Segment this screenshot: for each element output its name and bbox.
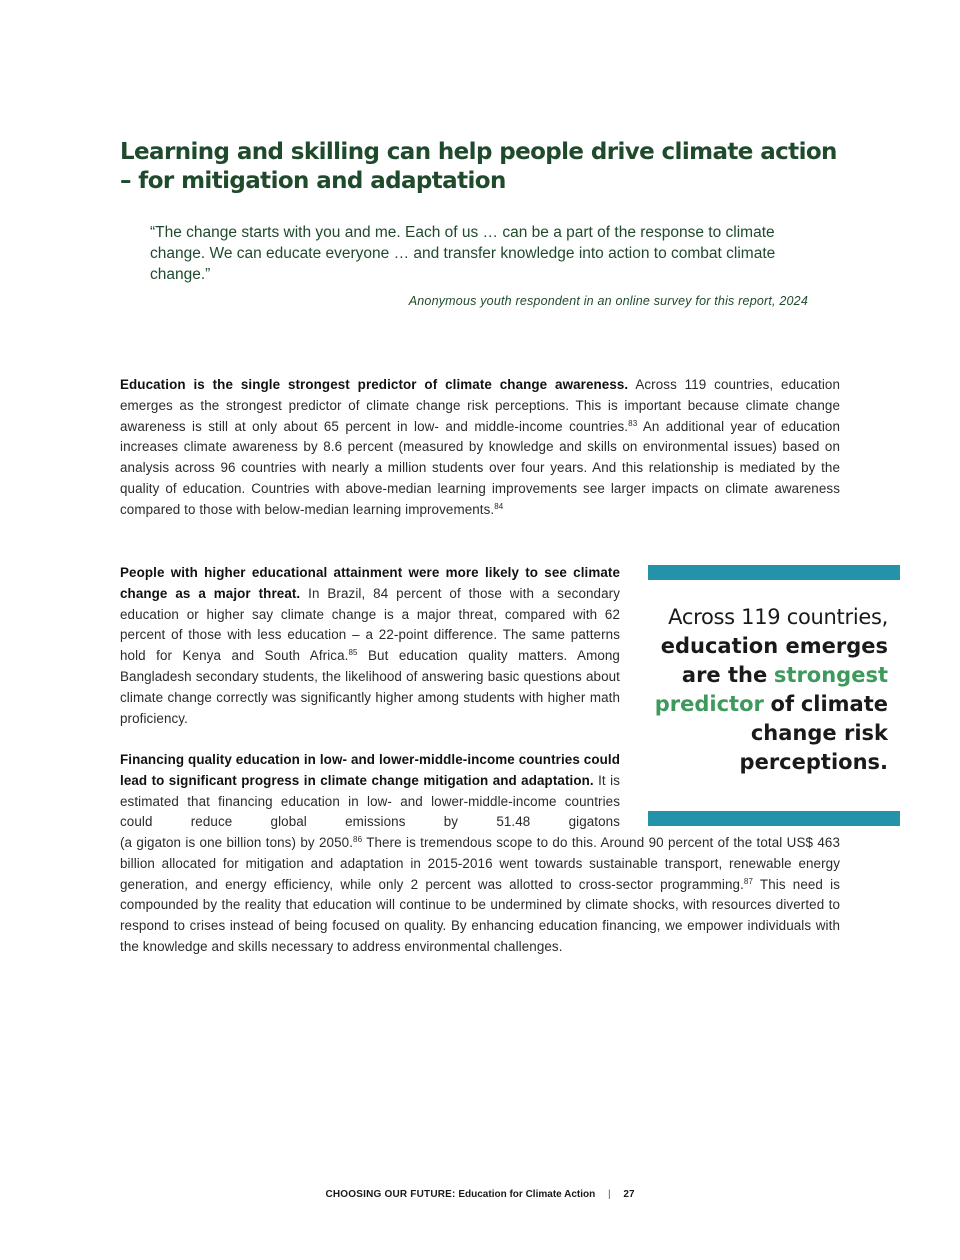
paragraph-text: In Brazil, 84 percent of those with a secondary education or higher say climate change is a major threat, compared with 62 percent of those with less education – a 22-point difference. The same patterns hold for Kenya and South Africa. bbox=[120, 585, 620, 664]
section-heading: Learning and skilling can help people drive climate action – for mitigation and adaptation bbox=[120, 139, 837, 194]
callout-strong-text: climate change risk perceptions. bbox=[739, 692, 888, 774]
paragraph-text: This need is compounded by the reality that education will continue to be undermined by climate shocks, with resources diverted to respond to crises instead of being focused on quality. By enhancing education financing, we empower individuals with the knowledge and skills necessary to address environmental challenges. bbox=[120, 876, 840, 954]
page-footer bbox=[0, 1188, 960, 1202]
paragraph-lead: Education is the single strongest predictor of climate change awareness. bbox=[120, 377, 629, 392]
footnote-ref[interactable]: 83 bbox=[628, 418, 638, 428]
footnote-ref[interactable]: 85 bbox=[348, 648, 358, 658]
footer-separator: | bbox=[608, 1189, 611, 1200]
paragraph-lead: Financing quality education in low- and lower-middle-income countries could lead to significant progress in climate change mitigation and adaptation. bbox=[120, 752, 620, 788]
footnote-ref[interactable]: 86 bbox=[353, 835, 363, 844]
callout-lead: Across 119 countries, bbox=[668, 605, 888, 629]
paragraph-lead: People with higher educational attainment were more likely to see climate change as a major threat. bbox=[120, 565, 620, 601]
paragraph-text: (a gigaton is one billion tons) by 2050. bbox=[120, 835, 354, 850]
pull-quote: “The change starts with you and me. Each of us … can be a part of the response to climate change. We can educate everyone … and transfer knowledge into action to combat climate change.” bbox=[150, 224, 776, 283]
callout-top-bar bbox=[648, 565, 900, 580]
paragraph-text: It is estimated that financing education in low- and lower-middle-income countries could reduce global emissions by 51.48 gigatons bbox=[120, 772, 621, 830]
footer-report-title: Education for Climate Action bbox=[458, 1189, 596, 1200]
footer-series: CHOOSING OUR FUTURE: bbox=[325, 1189, 456, 1200]
paragraph-text: An additional year of education increases climate awareness by 8.6 percent (measured by knowledge and skills on environmental issues) based on analysis across 96 countries with nearly a million students over four years. And this relationship is mediated by the quality of education. Countries with above-median learning improvements see larger impacts on climate awareness compared to those with below-median learning improvements. bbox=[120, 418, 841, 517]
callout-accent-text: strongest predictor bbox=[654, 663, 888, 716]
paragraph-text: Across 119 countries, education emerges as the strongest predictor of climate change risk perceptions. This is important because climate change awareness is still at only about 65 percent in low- and middle-income countries. bbox=[120, 377, 840, 434]
callout-strong-text: of bbox=[770, 692, 795, 716]
footnote-ref[interactable]: 87 bbox=[743, 876, 753, 886]
paragraph-financing-education bbox=[120, 750, 620, 833]
footnote-ref[interactable]: 84 bbox=[494, 501, 504, 511]
paragraph-educational-attainment bbox=[120, 563, 620, 729]
callout-strong-text: education emerges are the bbox=[660, 634, 888, 687]
paragraph-financing-education-continued bbox=[120, 833, 840, 958]
callout-box bbox=[648, 603, 888, 777]
page-number: 27 bbox=[623, 1189, 635, 1200]
paragraph-text: There is tremendous scope to do this. Around 90 percent of the total US$ 463 billion allocated for mitigation and adaptation in 2015-2016 went towards sustainable transport, renewable energy generation, and energy efficiency, while only 2 percent was allotted to cross-sector programming. bbox=[120, 835, 840, 892]
paragraph-education-predictor bbox=[120, 375, 840, 521]
callout-bottom-bar bbox=[648, 811, 900, 826]
paragraph-text: But education quality matters. Among Bangladesh secondary students, the likelihood of answering basic questions about climate change correctly was significantly higher among students with higher math proficiency. bbox=[120, 648, 620, 726]
quote-attribution: Anonymous youth respondent in an online survey for this report, 2024 bbox=[408, 294, 808, 308]
